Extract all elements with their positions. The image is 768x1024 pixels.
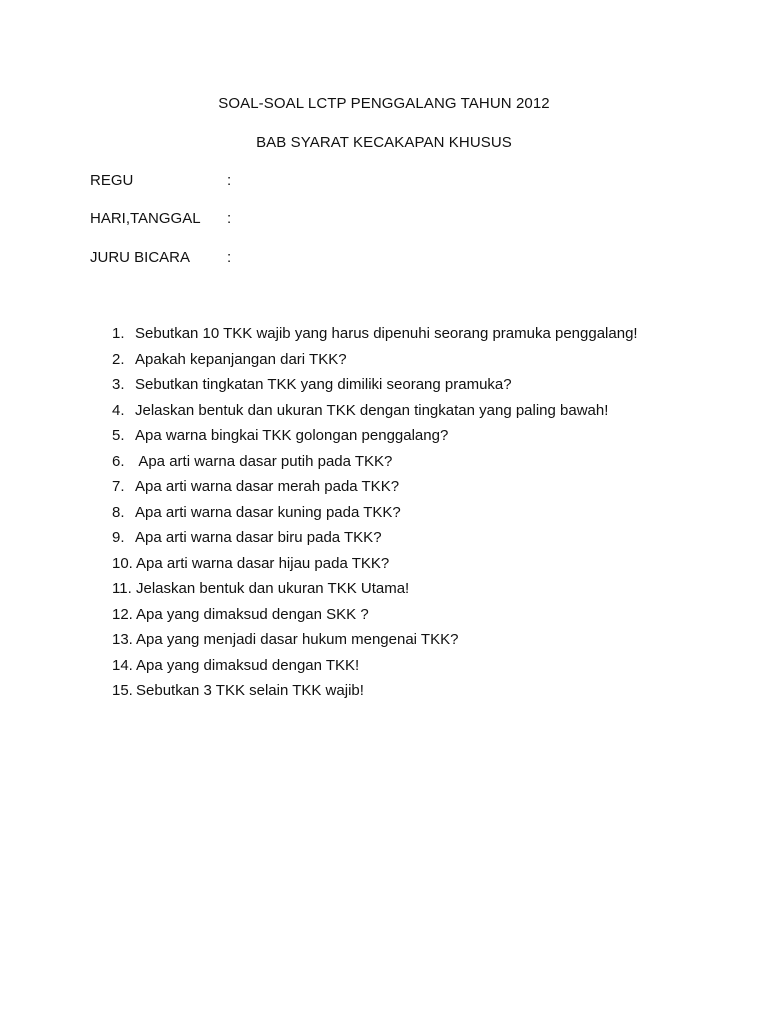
question-text: Apa arti warna dasar kuning pada TKK? <box>135 503 401 521</box>
question-number: 12. <box>112 605 133 623</box>
document-title: SOAL-SOAL LCTP PENGGALANG TAHUN 2012 <box>218 95 550 112</box>
field-label-juru-bicara: JURU BICARA <box>90 249 191 266</box>
question-number: 11. <box>112 580 132 597</box>
question-item <box>112 452 732 478</box>
question-number: 15. <box>112 682 133 699</box>
question-text: Apa arti warna dasar merah pada TKK? <box>135 478 400 495</box>
question-item <box>112 630 732 656</box>
field-separator-juru-bicara: : <box>227 249 232 266</box>
question-text: Apa yang dimaksud dengan SKK ? <box>136 605 369 623</box>
question-number: 14. <box>112 656 133 674</box>
question-text: Sebutkan tingkatan TKK yang dimiliki seorang pramuka? <box>135 376 512 393</box>
question-text: Apa arti warna dasar hijau pada TKK? <box>136 554 390 572</box>
question-number: 2. <box>112 350 125 368</box>
question-number: 7. <box>112 478 125 495</box>
field-regu <box>90 172 690 192</box>
question-item <box>112 324 732 350</box>
question-item <box>112 375 732 401</box>
question-item <box>112 656 732 682</box>
question-item <box>112 426 732 452</box>
question-number: 4. <box>112 401 125 419</box>
question-item <box>112 528 732 554</box>
question-text: Apa warna bingkai TKK golongan penggalang? <box>135 427 449 444</box>
question-number: 6. <box>112 452 125 470</box>
question-text: Apa yang dimaksud dengan TKK! <box>136 656 360 674</box>
question-number: 5. <box>112 427 125 444</box>
question-item <box>112 503 732 529</box>
question-item <box>112 477 732 503</box>
question-text: Sebutkan 10 TKK wajib yang harus dipenuhi seorang pramuka penggalang! <box>135 325 638 342</box>
question-item <box>112 554 732 580</box>
field-separator-hari-tanggal: : <box>227 210 232 227</box>
question-text: Sebutkan 3 TKK selain TKK wajib! <box>136 682 364 699</box>
question-item <box>112 401 732 427</box>
question-number: 8. <box>112 503 125 521</box>
question-text: Apa yang menjadi dasar hukum mengenai TKK? <box>136 631 459 648</box>
document-subtitle: BAB SYARAT KECAKAPAN KHUSUS <box>256 134 512 151</box>
question-text: Apa arti warna dasar putih pada TKK? <box>135 452 393 470</box>
field-hari-tanggal <box>90 210 690 230</box>
question-item <box>112 579 732 605</box>
question-text: Apa arti warna dasar biru pada TKK? <box>135 529 382 546</box>
question-text: Apakah kepanjangan dari TKK? <box>135 350 347 368</box>
question-number: 10. <box>112 554 133 572</box>
question-text: Jelaskan bentuk dan ukuran TKK dengan tingkatan yang paling bawah! <box>135 401 609 419</box>
field-separator-regu: : <box>227 172 232 189</box>
question-item <box>112 605 732 631</box>
field-juru-bicara <box>90 249 690 269</box>
question-item <box>112 681 732 707</box>
question-number: 13. <box>112 631 133 648</box>
question-number: 3. <box>112 376 125 393</box>
question-number: 9. <box>112 529 125 546</box>
question-number: 1. <box>112 325 125 342</box>
question-item <box>112 350 732 376</box>
field-label-hari-tanggal: HARI,TANGGAL <box>90 210 201 227</box>
question-text: Jelaskan bentuk dan ukuran TKK Utama! <box>136 580 410 597</box>
question-list <box>112 324 732 707</box>
field-label-regu: REGU <box>90 172 134 189</box>
